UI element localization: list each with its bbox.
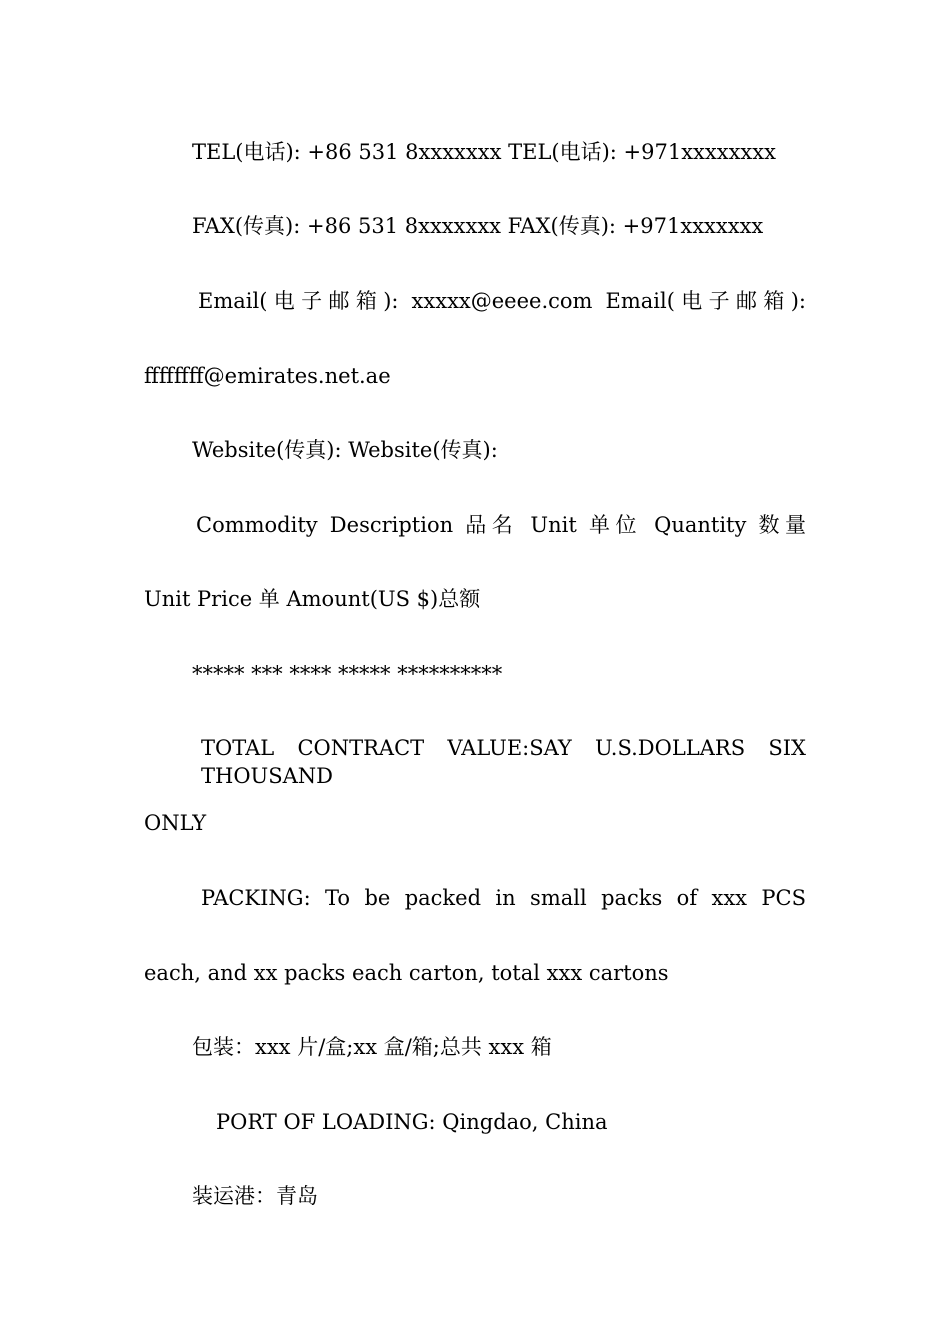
packing-line-1: PACKING: To be packed in small packs of xxx PCS — [201, 886, 806, 910]
packing-chinese-line: 包装：xxx 片/盒;xx 盒/箱;总共 xxx 箱 — [192, 1035, 552, 1059]
placeholder-stars-line: ***** *** **** ***** ********** — [192, 662, 503, 686]
total-contract-value-line-2: ONLY — [144, 811, 207, 835]
total-contract-value-line-1: TOTAL CONTRACT VALUE:SAY U.S.DOLLARS SIX THOUSAND — [201, 736, 806, 788]
commodity-header-line-2: Unit Price 单 Amount(US $)总额 — [144, 587, 481, 611]
email-line-2: ffffffff@emirates.net.ae — [144, 364, 391, 388]
commodity-header-line-1: Commodity Description 品名 Unit 单位 Quantity 数量 — [196, 513, 806, 537]
email-line-1: Email(电子邮箱): xxxxx@eeee.com Email(电子邮箱): — [198, 289, 806, 313]
port-of-loading-line: PORT OF LOADING: Qingdao, China — [216, 1110, 608, 1134]
fax-line: FAX(传真): +86 531 8xxxxxxx FAX(传真): +971xxxxxxx — [192, 214, 764, 238]
website-line: Website(传真): Website(传真): — [192, 438, 498, 462]
tel-line: TEL(电话): +86 531 8xxxxxxx TEL(电话): +971xxxxxxxx — [192, 140, 776, 164]
port-of-loading-chinese-line: 装运港：青岛 — [192, 1184, 318, 1208]
packing-line-2: each, and xx packs each carton, total xxx cartons — [144, 961, 669, 985]
